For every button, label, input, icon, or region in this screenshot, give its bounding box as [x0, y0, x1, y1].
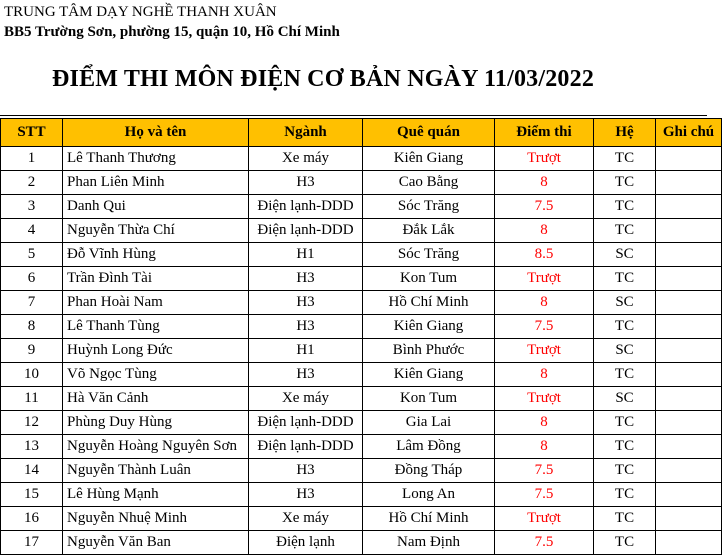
- cell-name: Lê Thanh Tùng: [63, 315, 249, 339]
- cell-score: 8: [495, 219, 594, 243]
- cell-system: TC: [594, 219, 656, 243]
- cell-score: Trượt: [495, 387, 594, 411]
- cell-note: [656, 219, 722, 243]
- cell-name: Phan Liên Minh: [63, 171, 249, 195]
- cell-name: Lê Thanh Thương: [63, 147, 249, 171]
- org-name: TRUNG TÂM DẠY NGHỀ THANH XUÂN: [4, 4, 277, 20]
- cell-score: 8: [495, 363, 594, 387]
- col-header-stt: STT: [1, 119, 63, 147]
- cell-note: [656, 315, 722, 339]
- cell-stt: 8: [1, 315, 63, 339]
- cell-score: 8: [495, 435, 594, 459]
- cell-system: TC: [594, 507, 656, 531]
- col-header-name: Họ và tên: [63, 119, 249, 147]
- cell-system: TC: [594, 171, 656, 195]
- cell-note: [656, 531, 722, 555]
- table-row: [1, 363, 722, 387]
- cell-stt: 17: [1, 531, 63, 555]
- cell-name: Phùng Duy Hùng: [63, 411, 249, 435]
- cell-name: Nguyễn Văn Ban: [63, 531, 249, 555]
- cell-system: SC: [594, 387, 656, 411]
- cell-name: Nguyễn Thành Luân: [63, 459, 249, 483]
- table-row: [1, 507, 722, 531]
- cell-major: Xe máy: [249, 387, 363, 411]
- cell-hometown: Nam Định: [363, 531, 495, 555]
- cell-score: Trượt: [495, 507, 594, 531]
- cell-system: SC: [594, 339, 656, 363]
- cell-major: H3: [249, 363, 363, 387]
- cell-system: TC: [594, 459, 656, 483]
- cell-system: TC: [594, 483, 656, 507]
- table-row: [1, 411, 722, 435]
- col-header-major: Ngành: [249, 119, 363, 147]
- table-row: [1, 483, 722, 507]
- cell-major: Điện lạnh: [249, 531, 363, 555]
- col-header-hometown: Quê quán: [363, 119, 495, 147]
- cell-note: [656, 483, 722, 507]
- cell-hometown: Hồ Chí Minh: [363, 507, 495, 531]
- cell-stt: 9: [1, 339, 63, 363]
- col-header-score: Điểm thi: [495, 119, 594, 147]
- scores-table: [0, 118, 722, 555]
- cell-name: Nguyễn Thừa Chí: [63, 219, 249, 243]
- cell-hometown: Kiên Giang: [363, 147, 495, 171]
- cell-hometown: Kon Tum: [363, 267, 495, 291]
- cell-note: [656, 147, 722, 171]
- cell-score: Trượt: [495, 339, 594, 363]
- cell-system: TC: [594, 531, 656, 555]
- cell-major: Xe máy: [249, 507, 363, 531]
- cell-score: 7.5: [495, 531, 594, 555]
- table-row: [1, 147, 722, 171]
- cell-score: 7.5: [495, 315, 594, 339]
- table-row: [1, 291, 722, 315]
- cell-stt: 4: [1, 219, 63, 243]
- cell-major: Điện lạnh-DDD: [249, 411, 363, 435]
- cell-hometown: Kiên Giang: [363, 315, 495, 339]
- cell-hometown: Đồng Tháp: [363, 459, 495, 483]
- cell-score: 7.5: [495, 195, 594, 219]
- cell-hometown: Lâm Đồng: [363, 435, 495, 459]
- cell-score: 8: [495, 411, 594, 435]
- table-row: [1, 315, 722, 339]
- table-row: [1, 171, 722, 195]
- cell-stt: 14: [1, 459, 63, 483]
- cell-hometown: Sóc Trăng: [363, 243, 495, 267]
- cell-score: 8: [495, 171, 594, 195]
- table-row: [1, 195, 722, 219]
- cell-name: Lê Hùng Mạnh: [63, 483, 249, 507]
- cell-name: Nguyễn Nhuệ Minh: [63, 507, 249, 531]
- cell-note: [656, 339, 722, 363]
- cell-major: H3: [249, 267, 363, 291]
- table-row: [1, 459, 722, 483]
- cell-hometown: Bình Phước: [363, 339, 495, 363]
- cell-system: TC: [594, 363, 656, 387]
- cell-stt: 13: [1, 435, 63, 459]
- cell-hometown: Kon Tum: [363, 387, 495, 411]
- cell-name: Võ Ngọc Tùng: [63, 363, 249, 387]
- cell-system: TC: [594, 435, 656, 459]
- cell-hometown: Gia Lai: [363, 411, 495, 435]
- col-header-system: Hệ: [594, 119, 656, 147]
- cell-major: Xe máy: [249, 147, 363, 171]
- cell-hometown: Long An: [363, 483, 495, 507]
- cell-major: H3: [249, 291, 363, 315]
- table-row: [1, 267, 722, 291]
- cell-system: SC: [594, 243, 656, 267]
- cell-note: [656, 243, 722, 267]
- cell-score: 8.5: [495, 243, 594, 267]
- table-row: [1, 531, 722, 555]
- cell-note: [656, 171, 722, 195]
- cell-stt: 12: [1, 411, 63, 435]
- cell-score: Trượt: [495, 267, 594, 291]
- cell-major: Điện lạnh-DDD: [249, 435, 363, 459]
- cell-hometown: Đắk Lắk: [363, 219, 495, 243]
- cell-stt: 1: [1, 147, 63, 171]
- cell-note: [656, 459, 722, 483]
- cell-stt: 2: [1, 171, 63, 195]
- cell-name: Phan Hoài Nam: [63, 291, 249, 315]
- cell-stt: 15: [1, 483, 63, 507]
- cell-note: [656, 363, 722, 387]
- cell-hometown: Sóc Trăng: [363, 195, 495, 219]
- cell-score: 8: [495, 291, 594, 315]
- cell-name: Hà Văn Cảnh: [63, 387, 249, 411]
- cell-stt: 6: [1, 267, 63, 291]
- cell-major: H3: [249, 483, 363, 507]
- divider: [0, 115, 707, 116]
- cell-major: Điện lạnh-DDD: [249, 195, 363, 219]
- cell-note: [656, 291, 722, 315]
- cell-name: Danh Qui: [63, 195, 249, 219]
- cell-stt: 3: [1, 195, 63, 219]
- cell-note: [656, 195, 722, 219]
- cell-stt: 16: [1, 507, 63, 531]
- cell-major: H1: [249, 339, 363, 363]
- table-row: [1, 339, 722, 363]
- cell-system: TC: [594, 195, 656, 219]
- cell-major: Điện lạnh-DDD: [249, 219, 363, 243]
- cell-score: 7.5: [495, 459, 594, 483]
- cell-note: [656, 411, 722, 435]
- cell-system: TC: [594, 267, 656, 291]
- table-body: [1, 147, 722, 555]
- cell-score: 7.5: [495, 483, 594, 507]
- org-address: BB5 Trường Sơn, phường 15, quận 10, Hồ Chí Minh: [4, 24, 340, 40]
- cell-note: [656, 435, 722, 459]
- cell-name: Đỗ Vĩnh Hùng: [63, 243, 249, 267]
- cell-major: H3: [249, 315, 363, 339]
- cell-hometown: Hồ Chí Minh: [363, 291, 495, 315]
- cell-name: Trần Đình Tài: [63, 267, 249, 291]
- cell-stt: 11: [1, 387, 63, 411]
- cell-name: Huỳnh Long Đức: [63, 339, 249, 363]
- cell-system: SC: [594, 291, 656, 315]
- cell-major: H1: [249, 243, 363, 267]
- cell-system: TC: [594, 411, 656, 435]
- cell-system: TC: [594, 147, 656, 171]
- cell-note: [656, 387, 722, 411]
- cell-name: Nguyễn Hoàng Nguyên Sơn: [63, 435, 249, 459]
- page-title: ĐIỂM THI MÔN ĐIỆN CƠ BẢN NGÀY 11/03/2022: [52, 66, 595, 92]
- cell-stt: 7: [1, 291, 63, 315]
- col-header-note: Ghi chú: [656, 119, 722, 147]
- cell-note: [656, 267, 722, 291]
- table-row: [1, 243, 722, 267]
- table-row: [1, 219, 722, 243]
- cell-note: [656, 507, 722, 531]
- cell-score: Trượt: [495, 147, 594, 171]
- table-row: [1, 387, 722, 411]
- table-header-row: [1, 119, 722, 147]
- table-row: [1, 435, 722, 459]
- cell-hometown: Cao Bằng: [363, 171, 495, 195]
- cell-hometown: Kiên Giang: [363, 363, 495, 387]
- cell-system: TC: [594, 315, 656, 339]
- cell-stt: 5: [1, 243, 63, 267]
- cell-stt: 10: [1, 363, 63, 387]
- cell-major: H3: [249, 171, 363, 195]
- cell-major: H3: [249, 459, 363, 483]
